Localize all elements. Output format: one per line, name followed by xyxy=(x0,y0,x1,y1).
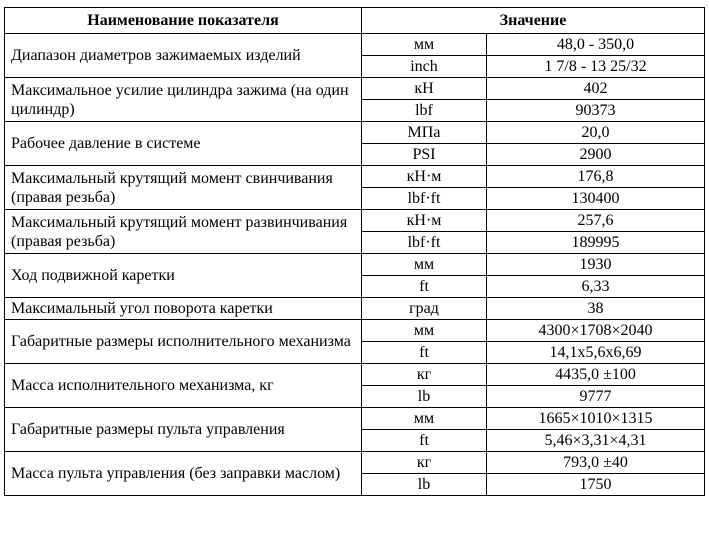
unit-cell: мм xyxy=(362,320,487,342)
unit-cell: кН xyxy=(362,78,487,100)
parameter-name: Рабочее давление в системе xyxy=(5,122,362,166)
value-cell: 793,0 ±40 xyxy=(487,452,705,474)
header-row xyxy=(5,8,705,34)
value-cell: 130400 xyxy=(487,188,705,210)
value-cell: 1750 xyxy=(487,474,705,496)
header-parameter: Наименование показателя xyxy=(5,8,362,34)
unit-cell: ft xyxy=(362,342,487,364)
table-row xyxy=(5,78,705,100)
unit-cell: град xyxy=(362,298,487,320)
value-cell: 189995 xyxy=(487,232,705,254)
parameter-name: Габаритные размеры исполнительного механизма xyxy=(5,320,362,364)
unit-cell: lb xyxy=(362,386,487,408)
unit-cell: lb xyxy=(362,474,487,496)
value-cell: 90373 xyxy=(487,100,705,122)
unit-cell: кг xyxy=(362,364,487,386)
unit-cell: lbf xyxy=(362,100,487,122)
table-row xyxy=(5,298,705,320)
table-row xyxy=(5,408,705,430)
table-row xyxy=(5,452,705,474)
spec-table xyxy=(4,7,705,496)
value-cell: 2900 xyxy=(487,144,705,166)
unit-cell: lbf·ft xyxy=(362,188,487,210)
unit-cell: PSI xyxy=(362,144,487,166)
unit-cell: мм xyxy=(362,254,487,276)
parameter-name: Максимальный угол поворота каретки xyxy=(5,298,362,320)
spec-table-body xyxy=(5,34,705,496)
parameter-name: Максимальный крутящий момент свинчивания (правая резьба) xyxy=(5,166,362,210)
unit-cell: кН·м xyxy=(362,210,487,232)
unit-cell: ft xyxy=(362,276,487,298)
parameter-name: Диапазон диаметров зажимаемых изделий xyxy=(5,34,362,78)
unit-cell: кН·м xyxy=(362,166,487,188)
table-row xyxy=(5,254,705,276)
value-cell: 14,1x5,6x6,69 xyxy=(487,342,705,364)
parameter-name: Максимальный крутящий момент развинчивания (правая резьба) xyxy=(5,210,362,254)
table-row xyxy=(5,364,705,386)
value-cell: 257,6 xyxy=(487,210,705,232)
table-row xyxy=(5,320,705,342)
header-value: Значение xyxy=(362,8,705,34)
value-cell: 5,46×3,31×4,31 xyxy=(487,430,705,452)
unit-cell: inch xyxy=(362,56,487,78)
unit-cell: мм xyxy=(362,408,487,430)
value-cell: 9777 xyxy=(487,386,705,408)
value-cell: 48,0 - 350,0 xyxy=(487,34,705,56)
table-row xyxy=(5,122,705,144)
unit-cell: МПа xyxy=(362,122,487,144)
parameter-name: Масса исполнительного механизма, кг xyxy=(5,364,362,408)
table-row xyxy=(5,34,705,56)
value-cell: 38 xyxy=(487,298,705,320)
parameter-name: Масса пульта управления (без заправки маслом) xyxy=(5,452,362,496)
parameter-name: Габаритные размеры пульта управления xyxy=(5,408,362,452)
value-cell: 176,8 xyxy=(487,166,705,188)
value-cell: 4300×1708×2040 xyxy=(487,320,705,342)
parameter-name: Максимальное усилие цилиндра зажима (на один цилиндр) xyxy=(5,78,362,122)
value-cell: 4435,0 ±100 xyxy=(487,364,705,386)
unit-cell: кг xyxy=(362,452,487,474)
value-cell: 1930 xyxy=(487,254,705,276)
unit-cell: ft xyxy=(362,430,487,452)
value-cell: 1 7/8 - 13 25/32 xyxy=(487,56,705,78)
unit-cell: мм xyxy=(362,34,487,56)
value-cell: 1665×1010×1315 xyxy=(487,408,705,430)
value-cell: 402 xyxy=(487,78,705,100)
value-cell: 20,0 xyxy=(487,122,705,144)
value-cell: 6,33 xyxy=(487,276,705,298)
table-row xyxy=(5,166,705,188)
unit-cell: lbf·ft xyxy=(362,232,487,254)
parameter-name: Ход подвижной каретки xyxy=(5,254,362,298)
table-row xyxy=(5,210,705,232)
